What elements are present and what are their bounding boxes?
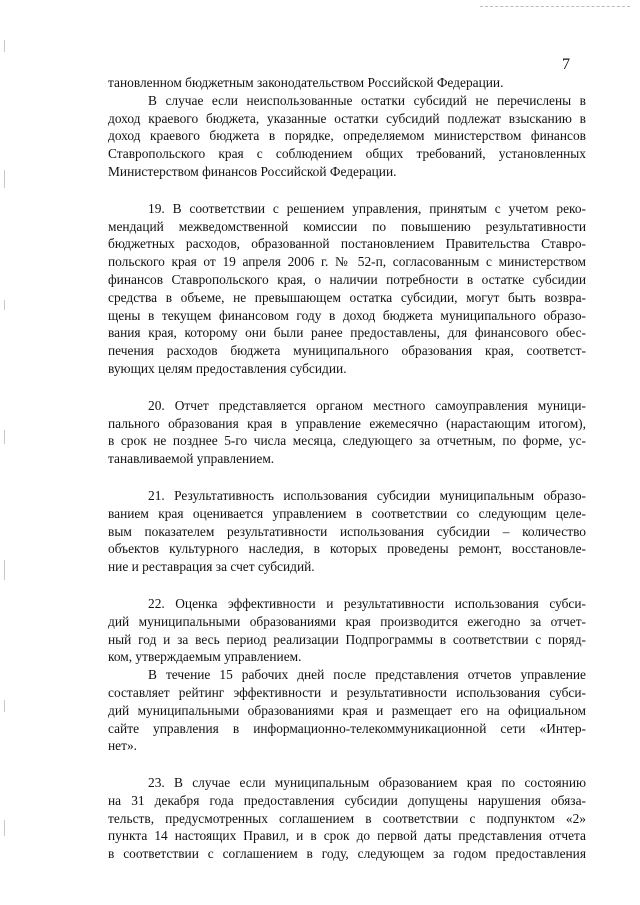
text-line: ние и реставрация за счет субсидий. — [108, 559, 315, 575]
text-line: танавливаемой управлением. — [108, 451, 275, 467]
text-line: вания края, которому они были ранее предоставлены, для финансового обес- — [108, 325, 586, 341]
text-line: 21. Результативность использования субсидии муниципальным образо- — [148, 487, 586, 503]
text-line: ванием края оценивается управлением в соответствии со следующим целе- — [108, 505, 586, 521]
text-line: пункта 14 настоящих Правил, и в срок до первой даты представления отчета — [108, 828, 586, 844]
text-line: в соответствии с соглашением в году, следующем за годом предоставления — [108, 846, 586, 862]
text-line: 19. В соответствии с решением управления, принятым с учетом реко- — [148, 200, 586, 216]
text-line: составляет рейтинг эффективности и результативности использования субси- — [108, 684, 586, 700]
text-line: дий муниципальными образованиями края и размещает его на официальном — [108, 702, 586, 718]
paragraph-p0 — [108, 74, 586, 92]
text-line: 22. Оценка эффективности и результативности использования субси- — [148, 595, 586, 611]
text-line: средства в объеме, не превышающем остатка субсидии, могут быть возвра- — [108, 289, 586, 305]
paragraph-p22 — [108, 595, 586, 666]
text-line: В течение 15 рабочих дней после представления отчетов управление — [148, 667, 586, 683]
text-line: бюджетных расходов, образованной постановлением Правительства Ставро- — [108, 236, 586, 252]
text-line: тановленном бюджетным законодательством Российской Федерации. — [108, 75, 504, 90]
text-line: объектов культурного наследия, в которых проведены ремонт, восстановле- — [108, 541, 586, 557]
text-line: Ставропольского края с соблюдением общих требований, установленных — [108, 146, 586, 162]
paragraph-gap — [108, 468, 586, 487]
text-line: нет». — [108, 738, 138, 754]
text-line: ком, утверждаемым управлением. — [108, 649, 302, 665]
paragraph-gap — [108, 181, 586, 200]
text-line: В случае если неиспользованные остатки субсидий не перечислены в — [148, 92, 586, 108]
text-line: печения расходов бюджета муниципального образования края, соответст- — [108, 343, 586, 359]
page-number: 7 — [562, 56, 570, 73]
text-line: на 31 декабря года предоставления субсидии допущены нарушения обяза- — [108, 792, 586, 808]
text-line: тельств, предусмотренных соглашением в соответствии с подпунктом «2» — [108, 810, 586, 826]
text-line: дий муниципальными образованиями края производится ежегодно за отчет- — [108, 613, 586, 629]
text-line: Министерством финансов Российской Федерации. — [108, 163, 397, 179]
text-line: пального образования края в управление ежемесячно (нарастающим итогом), — [108, 415, 586, 431]
text-line: вым показателем результативности использования субсидии – количество — [108, 523, 586, 539]
paragraph-gap — [108, 576, 586, 595]
text-line: доход краевого бюджета в порядке, определяемом министерством финансов — [108, 128, 586, 144]
text-line: 23. В случае если муниципальным образованием края по состоянию — [148, 775, 586, 791]
paragraph-gap — [108, 378, 586, 397]
text-line: мендаций межведомственной комиссии по повышению результативности — [108, 218, 586, 234]
text-line: 20. Отчет представляется органом местного самоуправления муници- — [148, 397, 586, 413]
text-line: польского края от 19 апреля 2006 г. № 52-п, согласованным с министерством — [108, 254, 586, 270]
text-line: вующих целям предоставления субсидии. — [108, 360, 347, 376]
paragraph-p1 — [108, 92, 586, 181]
document-body — [108, 74, 586, 863]
scan-artifact-line — [480, 6, 630, 7]
paragraph-gap — [108, 755, 586, 774]
paragraph-p22b — [108, 666, 586, 755]
scan-margin-marks — [4, 0, 10, 905]
text-line: в срок не позднее 5-го числа месяца, следующего за отчетным, по форме, ус- — [108, 433, 586, 449]
paragraph-p23 — [108, 774, 586, 863]
paragraph-p20 — [108, 397, 586, 468]
text-line: доход краевого бюджета, указанные остатки субсидий подлежат взысканию в — [108, 110, 586, 126]
paragraph-p19 — [108, 200, 586, 378]
text-line: щены в текущем финансовом году в доход бюджета муниципального образо- — [108, 307, 586, 323]
text-line: финансов Ставропольского края, о наличии потребности в остатке субсидии — [108, 271, 586, 287]
text-line: ный год и за весь период реализации Подпрограммы в соответствии с поряд- — [108, 631, 586, 647]
text-line: сайте управления в информационно-телекоммуникационной сети «Интер- — [108, 720, 586, 736]
paragraph-p21 — [108, 487, 586, 576]
